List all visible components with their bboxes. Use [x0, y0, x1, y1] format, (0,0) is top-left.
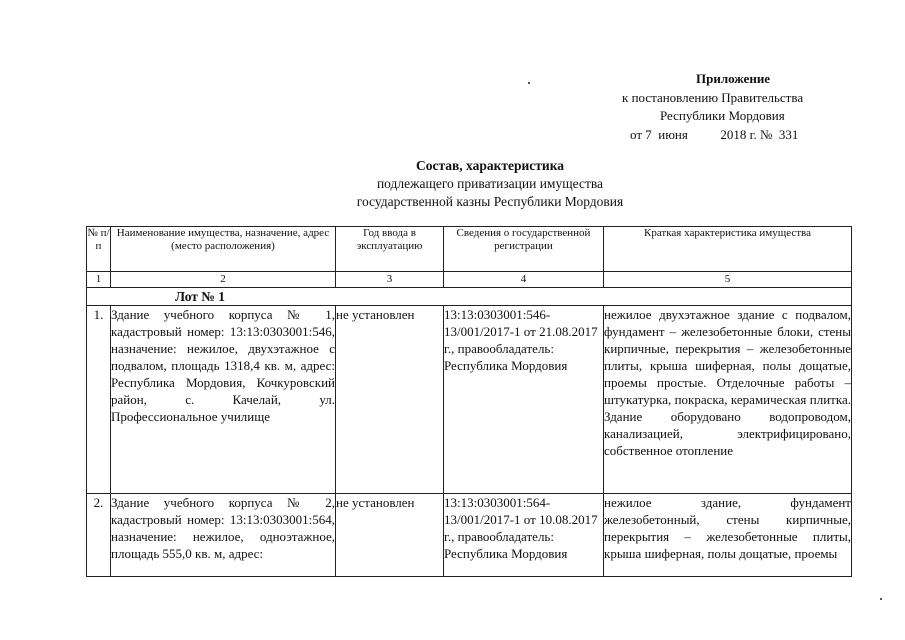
table-header-row	[87, 227, 852, 272]
document-subtitle-2: государственной казны Республики Мордовия	[356, 194, 624, 209]
row-registration: 13:13:0303001:564-13/001/2017-1 от 10.08.2017 г., правообладатель: Республика Мордовия	[444, 494, 604, 577]
table-row	[87, 494, 852, 577]
column-number: 1	[87, 272, 111, 288]
column-number: 3	[336, 272, 444, 288]
row-property-name: Здание учебного корпуса № 2, кадастровый номер: 13:13:0303001:564, назначение: нежилое, одноэтажное, площадь 555,0 кв. м, адрес:	[111, 494, 336, 577]
row-property-name: Здание учебного корпуса № 1, кадастровый номер: 13:13:0303001:546, назначение: нежилое, двухэтажное с подвалом, площадь 1318,4 кв. м, адрес: Республика Мордовия, Кочкуровский район, с. Качелай, ул. Профессиональное училище	[111, 306, 336, 494]
row-description: нежилое здание, фундамент железобетонный, стены кирпичные, перекрытия – железобетонные плиты, крыша шиферная, полы дощатые, проемы	[604, 494, 852, 577]
header-name: Наименование имущества, назначение, адрес (место расположения)	[111, 227, 336, 272]
table-row	[87, 306, 852, 494]
row-registration: 13:13:0303001:546-13/001/2017-1 от 21.08.2017 г., правообладатель: Республика Мордовия	[444, 306, 604, 494]
appendix-line-2: Республики Мордовия	[660, 108, 785, 123]
header-registration: Сведения о государственной регистрации	[444, 227, 604, 272]
header-year: Год ввода в эксплуатацию	[336, 227, 444, 272]
row-number: 1.	[87, 306, 111, 494]
row-year: не установлен	[336, 494, 444, 577]
row-number: 2.	[87, 494, 111, 577]
appendix-title: Приложение	[696, 71, 771, 86]
document-heading	[280, 157, 700, 211]
scan-speck	[528, 82, 530, 84]
header-number: № п/п	[87, 227, 111, 272]
property-table	[86, 226, 852, 577]
row-year: не установлен	[336, 306, 444, 494]
document-subtitle-1: подлежащего приватизации имущества	[376, 176, 604, 191]
appendix-line-1: к постановлению Правительства	[622, 89, 804, 105]
column-number: 5	[604, 272, 852, 288]
appendix-date-number: от 7 июня 2018 г. № 331	[630, 126, 799, 142]
scan-speck	[880, 598, 882, 600]
column-numbers-row	[87, 272, 852, 288]
appendix-block	[604, 70, 864, 144]
header-description: Краткая характеристика имущества	[604, 227, 852, 272]
lot-row	[87, 288, 852, 306]
column-number: 2	[111, 272, 336, 288]
document-title: Состав, характеристика	[415, 158, 565, 173]
row-description: нежилое двухэтажное здание с подвалом, фундамент – железобетонные блоки, стены кирпичные, перекрытия – железобетонные плиты, крыша шиферная, полы дощатые, проемы простые. Отделочные работы – штукатурка, покраска, керамическая плитка. Здание оборудовано водопроводом, канализацией, электрифицировано, собственное отопление	[604, 306, 852, 494]
column-number: 4	[444, 272, 604, 288]
lot-label: Лот № 1	[87, 288, 852, 306]
